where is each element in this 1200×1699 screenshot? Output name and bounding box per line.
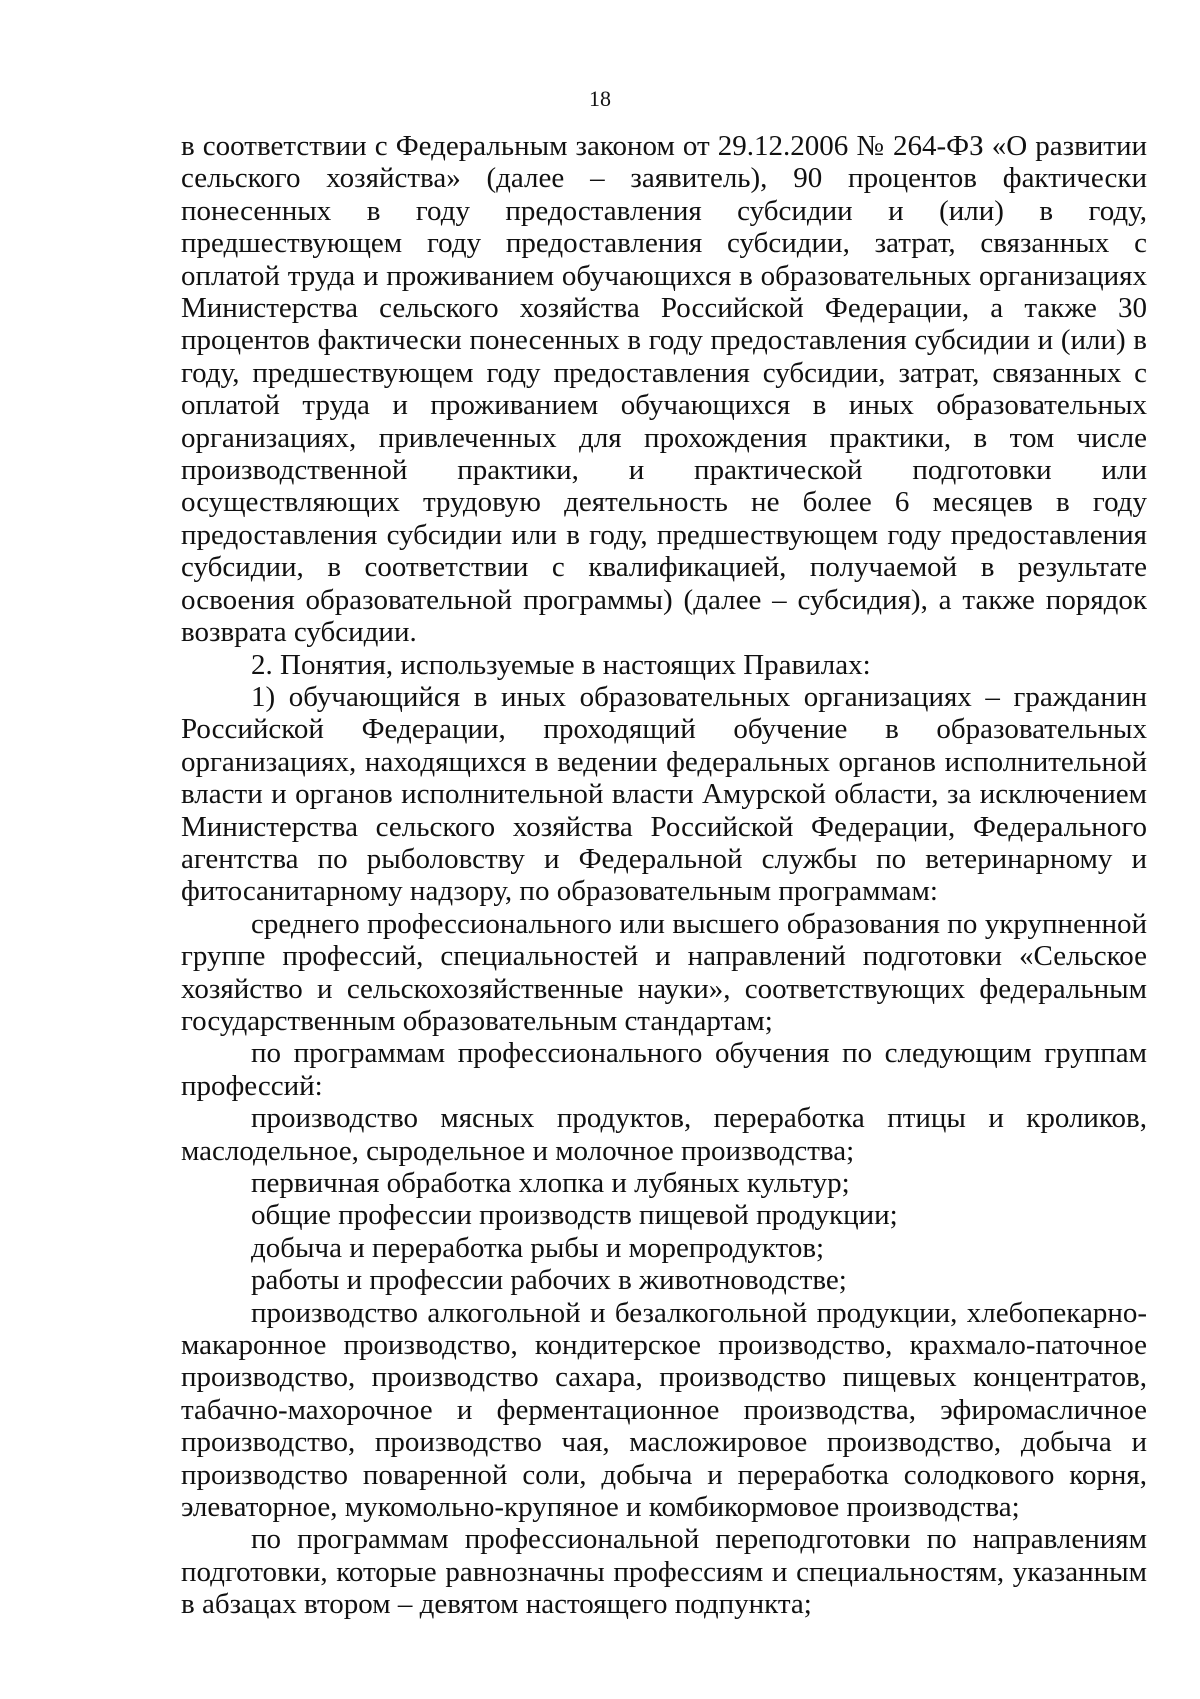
text-line: табачно-махорочное и ферментационное производства, эфиромасличное [181,1393,1147,1426]
paragraph [181,1167,1147,1199]
text-line: квалификацией, получаемой в результате освоения образовательной [181,551,1148,616]
text-line: общие профессии производств пищевой продукции; [251,1199,898,1232]
text-line: фитосанитарному надзору, по образовательным программам: [181,875,938,908]
text-line: по программам профессионального обучения по следующим группам [251,1037,1147,1070]
paragraph [181,1264,1147,1296]
text-line: группе профессий, специальностей и направлений подготовки «Сельское [181,940,1147,973]
text-line: абзацах втором – девятом настоящего подпункта; [201,1588,812,1621]
text-line: предшествующем году предоставления субсидии, в соответствии с [181,518,1147,584]
text-line: понесенных в году предоставления субсидии и (или) в году, предшествующем [181,324,1147,389]
text-line: производство алкогольной и безалкогольной продукции, хлебопекарно- [251,1296,1147,1329]
text-line: власти и органов исполнительной власти Амурской области, за исключением [181,778,1147,811]
paragraph [181,1523,1147,1620]
text-line: государственным образовательным стандартам; [181,1004,773,1037]
text-line: в году предоставления субсидии и (или) в году, предшествующем году [181,194,1147,260]
text-line: в соответствии с Федеральным законом от 29.12.2006 № 264-ФЗ «О развитии [181,130,1147,162]
text-line: элеваторное, мукомольно-крупяное и комбикормовое производства; [181,1491,1020,1524]
text-line: производство мясных продуктов, переработка птицы и кроликов, [251,1102,1147,1135]
text-line: производство, производство чая, масложировое производство, добыча и [181,1426,1147,1459]
text-line: году предоставления субсидии, затрат, связанных с оплатой труда и [181,356,1148,422]
paragraph [181,1297,1147,1524]
text-line: по программам профессиональной переподготовки по направлениям [251,1523,1147,1556]
text-line: маслодельное, сыродельное и молочное производства; [181,1134,855,1167]
text-line: организациях, находящихся в ведении федеральных органов исполнительной [181,745,1147,778]
text-line: производство, производство сахара, производство пищевых концентратов, [181,1361,1147,1394]
text-line: Министерства сельского хозяйства Российской Федерации, Федерального [181,810,1147,843]
paragraph [181,649,1147,681]
text-line: программы) (далее – субсидия), а также порядок возврата субсидии. [181,583,1147,649]
text-line: первичная обработка хлопка и лубяных культур; [251,1167,850,1199]
text-line: хозяйства Российской Федерации, а также 30 процентов фактически [181,292,1147,357]
paragraph [181,1199,1147,1231]
text-line: профессий: [181,1069,323,1102]
text-line: производство поваренной соли, добыча и переработка солодкового корня, [181,1458,1147,1491]
paragraph [181,1102,1147,1167]
text-line: среднего профессионального или высшего образования по укрупненной [251,907,1147,940]
text-line: 1) обучающийся в иных образовательных организациях – гражданин [251,680,1147,713]
paragraph [181,681,1147,908]
text-line: сельского хозяйства» (далее – заявитель), 90 процентов фактически понесенных [181,162,1147,227]
text-line: работы и профессии рабочих в животноводстве; [251,1264,847,1297]
text-line: деятельность не более 6 месяцев в году предоставления субсидии или в году, [181,486,1147,551]
text-line: 2. Понятия, используемые в настоящих Правилах: [251,648,871,681]
text-line: предоставления субсидии, затрат, связанных с оплатой труда и проживанием [181,227,1148,292]
text-line: добыча и переработка рыбы и морепродуктов; [251,1231,825,1264]
text-line: Российской Федерации, проходящий обучение в образовательных [181,713,1147,746]
text-line: привлеченных для прохождения практики, в том числе производственной [181,421,1147,487]
document-body [181,130,1147,1621]
paragraph [181,1232,1147,1264]
text-line: обучающихся в образовательных организациях Министерства сельского [181,259,1148,325]
text-line: практики, и практической подготовки или осуществляющих трудовую [181,454,1148,519]
paragraph [181,130,1147,649]
text-line: хозяйство и сельскохозяйственные науки», соответствующих федеральным [181,972,1147,1005]
text-line: агентства по рыболовству и Федеральной службы по ветеринарному и [181,842,1147,875]
page-number: 18 [589,86,611,111]
paragraph [181,908,1147,1038]
text-line: подготовки, которые равнозначны профессиям и специальностям, указанным в [181,1555,1147,1621]
text-line: проживанием обучающихся в иных образовательных организациях, [181,389,1147,454]
paragraph [181,1037,1147,1102]
text-line: макаронное производство, кондитерское производство, крахмало-паточное [181,1329,1147,1362]
